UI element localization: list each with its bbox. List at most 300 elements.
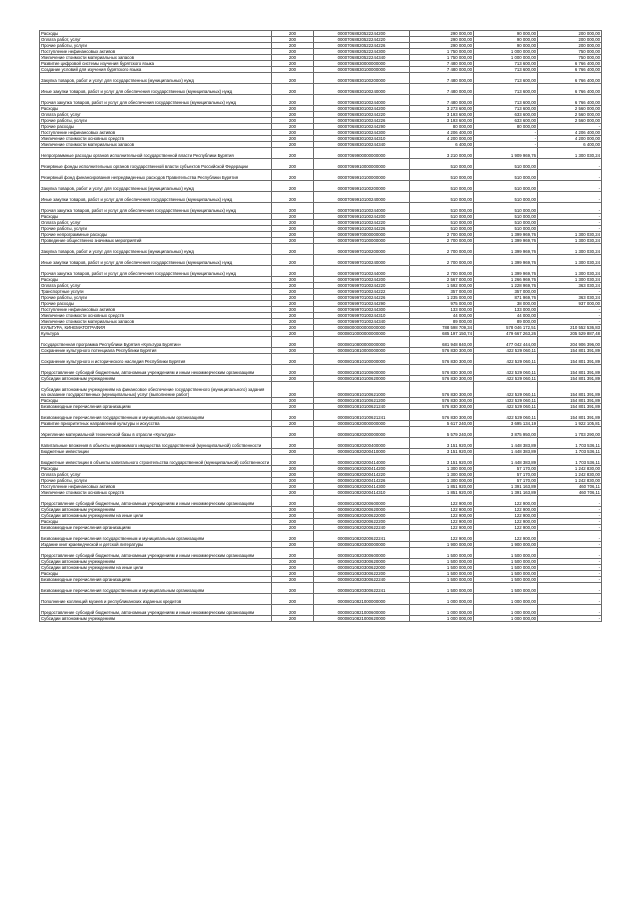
row-kbk-cell: 00007069970100244300 — [314, 307, 410, 313]
row-approved-cell: 122 900,00 — [410, 513, 474, 519]
row-name-cell: Поступление нефинансовых активов — [40, 49, 272, 55]
row-approved-cell: 1 851 920,00 — [410, 484, 474, 490]
row-executed-cell: 422 529 060,11 — [474, 365, 538, 376]
row-approved-cell: 7 480 000,00 — [410, 61, 474, 67]
row-remaining-cell: 154 801 391,89 — [538, 410, 602, 421]
row-executed-cell: 90 000,00 — [474, 37, 538, 43]
row-name-cell: Предоставление субсидий бюджетным, автономным учреждениям и иным некоммерческим организациям — [40, 496, 272, 507]
row-remaining-cell: 1 242 830,00 — [538, 472, 602, 478]
row-executed-cell: 713 600,00 — [474, 61, 538, 67]
row-kbk-cell: 00007069900000000000 — [314, 148, 410, 159]
row-name-cell: Безвозмездные перечисления государственным и муниципальным организациям — [40, 583, 272, 594]
row-remaining-cell: 750 000,00 — [538, 55, 602, 61]
row-code-cell: 200 — [272, 542, 314, 548]
row-name-cell: Иные закупки товаров, работ и услуг для обеспечения государственных (муниципальных) нужд — [40, 192, 272, 203]
table-row — [40, 354, 602, 365]
row-code-cell: 200 — [272, 519, 314, 525]
row-remaining-cell: - — [538, 307, 602, 313]
row-remaining-cell: 200 000,00 — [538, 37, 602, 43]
row-code-cell: 200 — [272, 295, 314, 301]
row-kbk-cell: 00007069970100240000 — [314, 255, 410, 266]
row-approved-cell: 122 900,00 — [410, 507, 474, 513]
row-code-cell: 200 — [272, 49, 314, 55]
row-name-cell: Увеличение стоимости основных средств — [40, 136, 272, 142]
row-remaining-cell: - — [538, 605, 602, 616]
row-code-cell: 200 — [272, 565, 314, 571]
row-executed-cell: 57 170,00 — [474, 472, 538, 478]
row-approved-cell: 2 700 000,00 — [410, 244, 474, 255]
row-approved-cell: 4 200 000,00 — [410, 136, 474, 142]
row-kbk-cell: 00008010820300622240 — [314, 577, 410, 583]
row-kbk-cell: 00008010821000620000 — [314, 616, 410, 622]
row-kbk-cell: 00007068830100244220 — [314, 112, 410, 118]
row-executed-cell: 422 529 060,11 — [474, 348, 538, 354]
row-name-cell: Закупка товаров, работ и услуг для государственных (муниципальных) нужд — [40, 73, 272, 84]
budget-table — [39, 30, 602, 622]
row-executed-cell: - — [474, 130, 538, 136]
row-approved-cell: 576 830 300,00 — [410, 410, 474, 421]
row-name-cell: Расходы — [40, 214, 272, 220]
row-kbk-cell: 00008010820200620000 — [314, 507, 410, 513]
row-executed-cell: 57 170,00 — [474, 466, 538, 472]
row-code-cell: 200 — [272, 31, 314, 37]
row-code-cell: 200 — [272, 112, 314, 118]
row-code-cell: 200 — [272, 331, 314, 337]
row-remaining-cell: 154 801 391,89 — [538, 365, 602, 376]
row-code-cell: 200 — [272, 226, 314, 232]
row-approved-cell: 681 948 840,00 — [410, 337, 474, 348]
row-kbk-cell: 00007069970000000000 — [314, 232, 410, 238]
row-remaining-cell: - — [538, 577, 602, 583]
row-code-cell: 200 — [272, 438, 314, 449]
row-executed-cell: 422 529 060,11 — [474, 376, 538, 382]
row-executed-cell: 1 500 000,00 — [474, 559, 538, 565]
row-code-cell: 200 — [272, 37, 314, 43]
row-code-cell: 200 — [272, 255, 314, 266]
row-remaining-cell: - — [538, 519, 602, 525]
row-remaining-cell: 6 766 400,00 — [538, 61, 602, 67]
row-executed-cell: 1 448 383,89 — [474, 455, 538, 466]
row-remaining-cell: - — [538, 159, 602, 170]
row-name-cell: Предоставление субсидий бюджетным, автономным учреждениям и иным некоммерческим организациям — [40, 548, 272, 559]
row-kbk-cell: 00007069970100244000 — [314, 266, 410, 277]
row-executed-cell: - — [474, 136, 538, 142]
row-executed-cell: 80 000,00 — [474, 124, 538, 130]
row-executed-cell: 510 000,00 — [474, 170, 538, 181]
row-code-cell: 200 — [272, 605, 314, 616]
row-kbk-cell: 00008010820300622241 — [314, 583, 410, 594]
row-kbk-cell: 00008010810100600000 — [314, 365, 410, 376]
row-remaining-cell: - — [538, 289, 602, 295]
row-executed-cell: 38 000,00 — [474, 301, 538, 307]
row-approved-cell: 5 617 240,00 — [410, 421, 474, 427]
row-code-cell: 200 — [272, 427, 314, 438]
row-executed-cell: 422 529 060,11 — [474, 354, 538, 365]
row-code-cell: 200 — [272, 67, 314, 73]
row-kbk-cell: 00008010820200400000 — [314, 438, 410, 449]
row-name-cell: Субсидии автономным учреждениям на финансовое обеспечение государственного (муниципального) задания на оказание государственных (муниципальных) услуг (выполнение работ) — [40, 382, 272, 398]
row-executed-cell: 1 399 969,76 — [474, 238, 538, 244]
row-approved-cell: 122 900,00 — [410, 525, 474, 531]
row-name-cell: Закупка товаров, работ и услуг для государственных (муниципальных) нужд — [40, 181, 272, 192]
row-approved-cell: 3 273 600,00 — [410, 106, 474, 112]
row-approved-cell: 3 151 920,00 — [410, 438, 474, 449]
row-name-cell: Увеличение стоимости основных средств — [40, 490, 272, 496]
row-kbk-cell: 00008010820200414200 — [314, 466, 410, 472]
row-code-cell: 200 — [272, 548, 314, 559]
row-kbk-cell: 00007068830100244226 — [314, 118, 410, 124]
row-name-cell: Издание книг краеведческой и детской литературы — [40, 542, 272, 548]
row-approved-cell: 44 000,00 — [410, 313, 474, 319]
row-executed-cell: 1 448 383,89 — [474, 438, 538, 449]
row-kbk-cell: 00007069910100200000 — [314, 181, 410, 192]
row-remaining-cell: 1 300 030,24 — [538, 277, 602, 283]
row-approved-cell: 290 000,00 — [410, 43, 474, 49]
row-code-cell: 200 — [272, 136, 314, 142]
row-name-cell: Сохранение культурного и исторического наследия Республики Бурятия — [40, 354, 272, 365]
row-remaining-cell: - — [538, 571, 602, 577]
row-code-cell: 200 — [272, 313, 314, 319]
row-kbk-cell: 00007069910100244220 — [314, 220, 410, 226]
row-remaining-cell: 1 300 030,24 — [538, 148, 602, 159]
row-approved-cell: 5 579 240,00 — [410, 427, 474, 438]
row-name-cell: Иные закупки товаров, работ и услуг для обеспечения государственных (муниципальных) нужд — [40, 255, 272, 266]
row-name-cell: Субсидии автономным учреждениям — [40, 559, 272, 565]
row-approved-cell: 7 480 000,00 — [410, 95, 474, 106]
row-remaining-cell: - — [538, 192, 602, 203]
row-kbk-cell: 00007068820522244220 — [314, 37, 410, 43]
row-name-cell: Бюджетные инвестиции в объекты капитального строительства государственной (муниципальной) собственности — [40, 455, 272, 466]
row-approved-cell: 357 000,00 — [410, 289, 474, 295]
row-code-cell: 200 — [272, 130, 314, 136]
row-code-cell: 200 — [272, 507, 314, 513]
row-name-cell: Прочие расходы — [40, 301, 272, 307]
row-executed-cell: 713 600,00 — [474, 106, 538, 112]
row-remaining-cell: - — [538, 542, 602, 548]
row-approved-cell: 3 210 000,00 — [410, 148, 474, 159]
row-code-cell: 200 — [272, 382, 314, 398]
row-remaining-cell: - — [538, 313, 602, 319]
row-name-cell: Резервные фонды исполнительных органов государственной власти субъектов Российской Федерации — [40, 159, 272, 170]
row-remaining-cell: - — [538, 513, 602, 519]
budget-table-body — [40, 31, 602, 622]
row-approved-cell: 2 567 000,00 — [410, 277, 474, 283]
row-remaining-cell: 1 703 536,11 — [538, 438, 602, 449]
row-approved-cell: 1 900 000,00 — [410, 542, 474, 548]
row-remaining-cell: 6 766 400,00 — [538, 73, 602, 84]
row-kbk-cell: 00008010820200414300 — [314, 484, 410, 490]
row-approved-cell: 133 000,00 — [410, 307, 474, 313]
row-remaining-cell: - — [538, 220, 602, 226]
row-name-cell: Оплата работ, услуг — [40, 472, 272, 478]
row-remaining-cell: 6 766 400,00 — [538, 84, 602, 95]
row-name-cell: Прочие работы, услуги — [40, 226, 272, 232]
row-kbk-cell: 00007069970100200000 — [314, 244, 410, 255]
row-remaining-cell: 4 206 400,00 — [538, 130, 602, 136]
row-approved-cell: 576 830 300,00 — [410, 404, 474, 410]
row-name-cell: Безвозмездные перечисления организациям — [40, 525, 272, 531]
row-name-cell: Оплата работ, услуг — [40, 112, 272, 118]
row-name-cell: Укрепление материальной технической базы в отрасли «Культура» — [40, 427, 272, 438]
row-approved-cell: 122 900,00 — [410, 531, 474, 542]
row-remaining-cell: - — [538, 548, 602, 559]
row-approved-cell: 7 480 000,00 — [410, 84, 474, 95]
row-kbk-cell: 00007069970100244200 — [314, 277, 410, 283]
table-row — [40, 203, 602, 214]
row-approved-cell: 1 000 000,00 — [410, 605, 474, 616]
row-executed-cell: 871 969,76 — [474, 295, 538, 301]
row-kbk-cell: 00007068830100244340 — [314, 142, 410, 148]
row-kbk-cell: 00007068820522244226 — [314, 43, 410, 49]
row-executed-cell: 1 266 969,76 — [474, 277, 538, 283]
row-name-cell: Прочие работы, услуги — [40, 118, 272, 124]
row-approved-cell: 1 500 000,00 — [410, 559, 474, 565]
row-approved-cell: 1 500 000,00 — [410, 571, 474, 577]
row-approved-cell: 7 480 000,00 — [410, 67, 474, 73]
row-approved-cell: 1 500 000,00 — [410, 577, 474, 583]
row-remaining-cell: - — [538, 170, 602, 181]
row-kbk-cell: 00008010820000000000 — [314, 421, 410, 427]
row-name-cell: Сохранение культурного потенциала Республики Бурятия — [40, 348, 272, 354]
table-row — [40, 244, 602, 255]
row-code-cell: 200 — [272, 577, 314, 583]
row-approved-cell: 510 000,00 — [410, 170, 474, 181]
row-kbk-cell: 00008010000000000000 — [314, 331, 410, 337]
row-code-cell: 200 — [272, 232, 314, 238]
row-approved-cell: 1 300 000,00 — [410, 478, 474, 484]
table-row — [40, 192, 602, 203]
row-executed-cell: 1 391 163,89 — [474, 484, 538, 490]
row-executed-cell: 1 228 969,76 — [474, 283, 538, 289]
row-code-cell: 200 — [272, 192, 314, 203]
row-approved-cell: 576 830 300,00 — [410, 376, 474, 382]
row-remaining-cell: 6 400,00 — [538, 142, 602, 148]
row-code-cell: 200 — [272, 289, 314, 295]
row-name-cell: Государственная программа Республики Бурятия «Культура Бурятии» — [40, 337, 272, 348]
row-name-cell: Прочая закупка товаров, работ и услуг для обеспечения государственных (муниципальных) нужд — [40, 266, 272, 277]
row-kbk-cell: 00007068830100000000 — [314, 67, 410, 73]
row-executed-cell: 1 500 000,00 — [474, 565, 538, 571]
row-executed-cell: 510 000,00 — [474, 192, 538, 203]
row-remaining-cell: 205 529 887,48 — [538, 331, 602, 337]
row-approved-cell: 510 000,00 — [410, 214, 474, 220]
row-code-cell: 200 — [272, 449, 314, 455]
row-code-cell: 200 — [272, 266, 314, 277]
row-kbk-cell: 00007069970100244222 — [314, 289, 410, 295]
row-name-cell: Расходы — [40, 277, 272, 283]
table-row — [40, 73, 602, 84]
row-approved-cell: 975 000,00 — [410, 301, 474, 307]
row-code-cell: 200 — [272, 616, 314, 622]
row-code-cell: 200 — [272, 513, 314, 519]
budget-report-sheet — [39, 30, 601, 622]
table-row — [40, 548, 602, 559]
row-code-cell: 200 — [272, 61, 314, 67]
row-name-cell: Субсидии автономным учреждениям — [40, 507, 272, 513]
row-remaining-cell: 1 703 290,00 — [538, 427, 602, 438]
table-row — [40, 337, 602, 348]
row-approved-cell: 510 000,00 — [410, 192, 474, 203]
row-code-cell: 200 — [272, 398, 314, 404]
row-kbk-cell: 00008010810100621200 — [314, 398, 410, 404]
row-kbk-cell: 00008010820200410000 — [314, 449, 410, 455]
row-remaining-cell: - — [538, 531, 602, 542]
row-approved-cell: 3 193 600,00 — [410, 118, 474, 124]
row-code-cell: 200 — [272, 525, 314, 531]
row-remaining-cell: 154 801 391,89 — [538, 348, 602, 354]
row-remaining-cell: - — [538, 203, 602, 214]
row-approved-cell: 1 750 000,00 — [410, 55, 474, 61]
row-code-cell: 200 — [272, 348, 314, 354]
row-remaining-cell: - — [538, 319, 602, 325]
row-code-cell: 200 — [272, 84, 314, 95]
row-approved-cell: 510 000,00 — [410, 226, 474, 232]
row-executed-cell: 3 695 134,19 — [474, 421, 538, 427]
row-code-cell: 200 — [272, 455, 314, 466]
row-remaining-cell: - — [538, 181, 602, 192]
row-remaining-cell: - — [538, 124, 602, 130]
row-kbk-cell: 00007069970100244226 — [314, 295, 410, 301]
row-approved-cell: 3 193 600,00 — [410, 112, 474, 118]
row-remaining-cell: - — [538, 525, 602, 531]
table-row — [40, 438, 602, 449]
row-approved-cell: 576 830 300,00 — [410, 348, 474, 354]
row-remaining-cell: 1 300 030,24 — [538, 232, 602, 238]
row-name-cell: Расходы — [40, 31, 272, 37]
row-code-cell: 200 — [272, 181, 314, 192]
table-row — [40, 594, 602, 605]
row-kbk-cell: 00008010821000600000 — [314, 605, 410, 616]
table-row — [40, 605, 602, 616]
row-code-cell: 200 — [272, 571, 314, 577]
table-row — [40, 365, 602, 376]
row-kbk-cell: 00008010820300620000 — [314, 559, 410, 565]
row-remaining-cell: 204 906 396,00 — [538, 337, 602, 348]
row-kbk-cell: 00008010820200414000 — [314, 455, 410, 466]
row-code-cell: 200 — [272, 337, 314, 348]
row-kbk-cell: 00008010810100000000 — [314, 354, 410, 365]
row-approved-cell: 3 151 920,00 — [410, 449, 474, 455]
row-remaining-cell: 154 801 391,89 — [538, 376, 602, 382]
row-name-cell: Резервный фонд финансирования непредвиденных расходов Правительства Республики Бурятия — [40, 170, 272, 181]
row-approved-cell: 3 151 920,00 — [410, 455, 474, 466]
row-approved-cell: 1 592 000,00 — [410, 283, 474, 289]
table-row — [40, 255, 602, 266]
table-row — [40, 455, 602, 466]
row-approved-cell: 576 830 300,00 — [410, 398, 474, 404]
row-name-cell: Субсидии автономным учреждениям — [40, 616, 272, 622]
row-remaining-cell: 154 801 391,89 — [538, 404, 602, 410]
row-code-cell: 200 — [272, 124, 314, 130]
row-executed-cell: 713 600,00 — [474, 73, 538, 84]
row-name-cell: Безвозмездные перечисления государственным и муниципальным организациям — [40, 410, 272, 421]
row-name-cell: Субсидии автономным учреждениям — [40, 376, 272, 382]
row-executed-cell: 133 000,00 — [474, 307, 538, 313]
row-code-cell: 200 — [272, 142, 314, 148]
row-kbk-cell: 00007068830000000000 — [314, 61, 410, 67]
row-executed-cell: 1 500 000,00 — [474, 571, 538, 577]
row-code-cell: 200 — [272, 43, 314, 49]
row-remaining-cell: - — [538, 594, 602, 605]
row-code-cell: 200 — [272, 203, 314, 214]
row-executed-cell: 122 900,00 — [474, 513, 538, 519]
row-kbk-cell: 00007068830100244290 — [314, 124, 410, 130]
row-code-cell: 200 — [272, 559, 314, 565]
row-remaining-cell: 154 801 391,89 — [538, 354, 602, 365]
row-code-cell: 200 — [272, 421, 314, 427]
row-name-cell: Прочие непрограммные расходы — [40, 232, 272, 238]
row-code-cell: 200 — [272, 531, 314, 542]
row-kbk-cell: 00007069910100244226 — [314, 226, 410, 232]
row-name-cell: Оплата работ, услуг — [40, 37, 272, 43]
row-remaining-cell: 750 000,00 — [538, 49, 602, 55]
row-executed-cell: 1 500 000,00 — [474, 577, 538, 583]
row-remaining-cell: - — [538, 507, 602, 513]
row-remaining-cell: - — [538, 565, 602, 571]
row-remaining-cell: 200 000,00 — [538, 31, 602, 37]
row-executed-cell: 422 529 060,11 — [474, 404, 538, 410]
row-remaining-cell: 154 801 391,89 — [538, 382, 602, 398]
row-approved-cell: 1 750 000,00 — [410, 49, 474, 55]
table-row — [40, 181, 602, 192]
row-kbk-cell: 00007069970100244310 — [314, 313, 410, 319]
row-code-cell: 200 — [272, 319, 314, 325]
row-approved-cell: 4 206 400,00 — [410, 130, 474, 136]
table-row — [40, 170, 602, 181]
row-code-cell: 200 — [272, 159, 314, 170]
row-executed-cell: 122 900,00 — [474, 519, 538, 525]
table-row — [40, 496, 602, 507]
row-remaining-cell: 4 200 000,00 — [538, 136, 602, 142]
table-row — [40, 84, 602, 95]
row-name-cell: Безвозмездные перечисления организациям — [40, 404, 272, 410]
row-code-cell: 200 — [272, 106, 314, 112]
table-row — [40, 531, 602, 542]
row-name-cell: Развитие приоритетных направлений культуры и искусства — [40, 421, 272, 427]
row-kbk-cell: 00007069910100240000 — [314, 192, 410, 203]
row-name-cell: Увеличение стоимости материальных запасов — [40, 142, 272, 148]
row-name-cell: Расходы — [40, 106, 272, 112]
table-row — [40, 382, 602, 398]
row-approved-cell: 1 000 000,00 — [410, 616, 474, 622]
row-approved-cell: 290 000,00 — [410, 31, 474, 37]
row-executed-cell: 44 000,00 — [474, 313, 538, 319]
row-executed-cell: 713 600,00 — [474, 84, 538, 95]
row-code-cell: 200 — [272, 365, 314, 376]
row-code-cell: 200 — [272, 404, 314, 410]
row-code-cell: 200 — [272, 325, 314, 331]
row-code-cell: 200 — [272, 354, 314, 365]
row-kbk-cell: 00008010820200622000 — [314, 513, 410, 519]
row-kbk-cell: 00007069910100244000 — [314, 203, 410, 214]
row-name-cell: Создание условий для изучения бурятского языка — [40, 67, 272, 73]
row-name-cell: Развитие цифровой системы изучения бурятского языка — [40, 61, 272, 67]
row-approved-cell: 1 000 000,00 — [410, 594, 474, 605]
row-remaining-cell: 2 560 000,00 — [538, 118, 602, 124]
row-code-cell: 200 — [272, 496, 314, 507]
row-name-cell: Закупка товаров, работ и услуг для государственных (муниципальных) нужд — [40, 244, 272, 255]
row-executed-cell: 122 900,00 — [474, 507, 538, 513]
row-kbk-cell: 00008010821000000000 — [314, 594, 410, 605]
row-executed-cell: 510 000,00 — [474, 181, 538, 192]
row-kbk-cell: 00007069970100000000 — [314, 238, 410, 244]
row-remaining-cell: 210 552 536,83 — [538, 325, 602, 331]
row-kbk-cell: 00007068820522244300 — [314, 49, 410, 55]
row-code-cell: 200 — [272, 55, 314, 61]
row-kbk-cell: 00007069910000000000 — [314, 159, 410, 170]
row-name-cell: Увеличение стоимости основных средств — [40, 313, 272, 319]
row-kbk-cell: 00007069970100244290 — [314, 301, 410, 307]
